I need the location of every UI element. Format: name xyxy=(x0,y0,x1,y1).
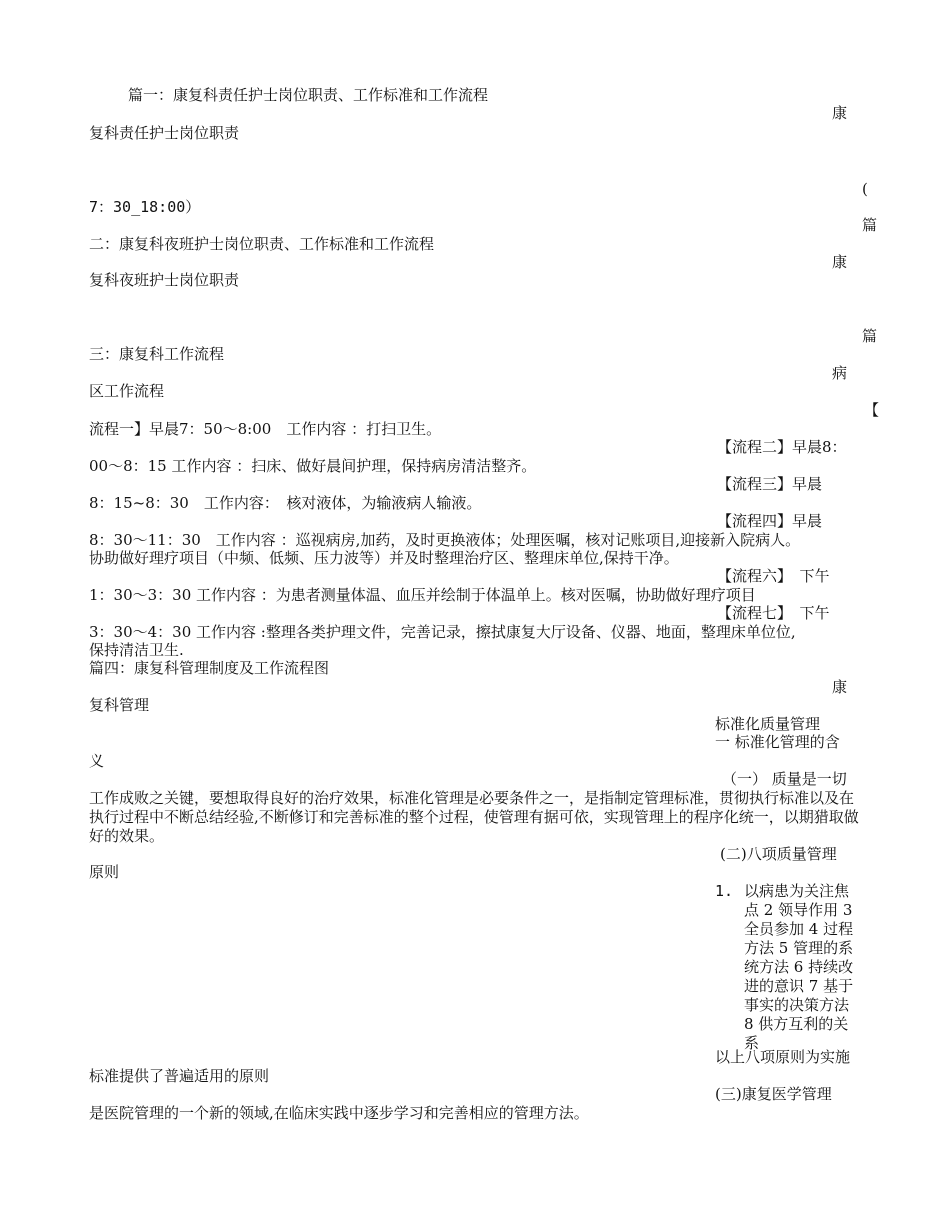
text-line: 复科管理 xyxy=(89,696,150,714)
heading-part-one: 篇一：康复科责任护士岗位职责、工作标准和工作流程 xyxy=(128,86,489,104)
text-fragment: 康 xyxy=(832,253,848,271)
subsection-title: (二)八项质量管理 xyxy=(720,845,837,863)
text-fragment: 篇 xyxy=(862,216,878,234)
text-fragment: ( xyxy=(862,180,868,198)
text-fragment: 病 xyxy=(832,364,848,382)
text-fragment: 康 xyxy=(832,678,848,696)
heading-part-three: 三：康复科工作流程 xyxy=(89,345,225,363)
subsection-title: (三)康复医学管理 xyxy=(715,1085,832,1103)
heading-part-two: 二：康复科夜班护士岗位职责、工作标准和工作流程 xyxy=(89,235,435,253)
text-fragment: 【 xyxy=(864,401,880,419)
section-title: 一 标准化管理的含 xyxy=(715,733,840,751)
text-fragment: 篇 xyxy=(862,327,878,345)
text-line: 标准提供了普遍适用的原则 xyxy=(89,1067,270,1085)
workflow-step-label: 【流程三】早晨 xyxy=(717,475,823,493)
workflow-step-label: 【流程二】早晨8： xyxy=(717,438,847,456)
workflow-step-label: 【流程七】 下午 xyxy=(717,604,830,622)
workflow-step-7-cont: 保持清洁卫生. xyxy=(89,641,184,659)
heading-part-four: 篇四：康复科管理制度及工作流程图 xyxy=(89,659,330,677)
workflow-step-2: 00～8：15 工作内容 ：扫床、做好晨间护理，保持病房清洁整齐。 xyxy=(89,457,537,475)
text-line: 原则 xyxy=(89,863,120,881)
workflow-step-4-cont: 协助做好理疗项目（中频、低频、压力波等）并及时整理治疗区、整理床单位,保持干净。 xyxy=(89,549,679,567)
text-line: 7：30_18:00） xyxy=(89,198,201,216)
principles-list: 以病患为关注焦点 2 领导作用 3 全员参加 4 过程方法 5 管理的系统方法 6 持续改进的意识 7 基于事实的决策方法 8 供方互利的关系 xyxy=(744,882,854,1052)
subsection-title: （一） 质量是一切 xyxy=(722,770,847,788)
workflow-step-label: 【流程四】早晨 xyxy=(717,512,823,530)
text-fragment: 康 xyxy=(832,104,848,122)
workflow-step-4: 8：30～11：30 工作内容 ：巡视病房,加药，及时更换液体；处理医嘱，核对记账项目,迎接新入院病人。 xyxy=(89,531,801,549)
workflow-step-label: 【流程六】 下午 xyxy=(717,567,830,585)
text-line: 是医院管理的一个新的领域,在临床实践中逐步学习和完善相应的管理方法。 xyxy=(89,1104,589,1122)
section-title: 标准化质量管理 xyxy=(715,715,821,733)
paragraph-standardization: 工作成败之关键，要想取得良好的治疗效果，标准化管理是必要条件之一，是指制定管理标准，贯彻执行标准以及在执行过程中不断总结经验,不断修订和完善标准的整个过程，使管理有据可依，实现管理上的程序化统一，以期猎取做好的效果。 xyxy=(89,789,859,845)
text-line: 复科夜班护士岗位职责 xyxy=(89,271,240,289)
text-line: 义 xyxy=(89,752,105,770)
workflow-step-6: 1：30～3：30 工作内容 ：为患者测量体温、血压并绘制于体温单上。核对医嘱，协助做好理疗项目 xyxy=(89,586,756,604)
text-line: 区工作流程 xyxy=(89,382,165,400)
list-number: 1. xyxy=(715,882,734,900)
text-line: 复科责任护士岗位职责 xyxy=(89,124,240,142)
workflow-step-7: 3：30～4：30 工作内容 :整理各类护理文件，完善记录，擦拭康复大厅设备、仪器、地面，整理床单位位, xyxy=(89,623,796,641)
workflow-step-1: 流程一】早晨7：50～8:00 工作内容 ：打扫卫生。 xyxy=(89,420,442,438)
workflow-step-3: 8：15~8：30 工作内容： 核对液体，为输液病人输液。 xyxy=(89,494,482,512)
text-line: 以上八项原则为实施 xyxy=(715,1048,851,1066)
